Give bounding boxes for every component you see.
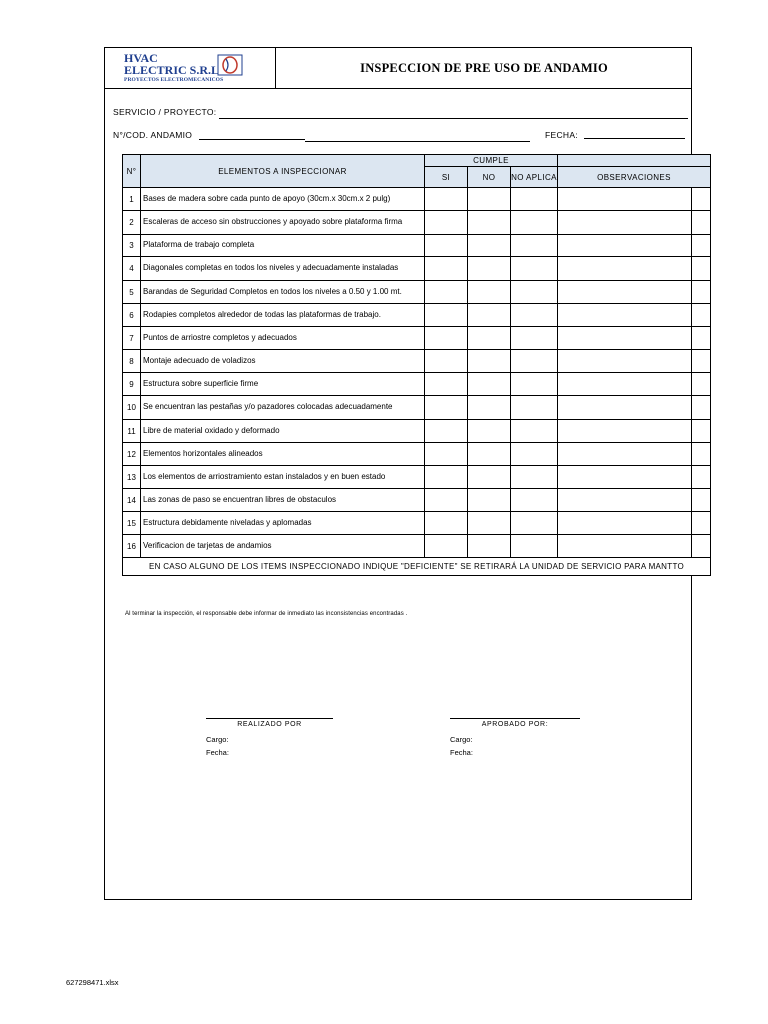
observaciones-cell[interactable] xyxy=(558,489,711,512)
col-no-header: NO xyxy=(468,167,511,188)
col-num-header: N° xyxy=(123,155,141,188)
check-no[interactable] xyxy=(468,188,511,211)
row-number: 5 xyxy=(123,281,141,304)
row-number: 16 xyxy=(123,535,141,558)
cod-andamio-extension-line xyxy=(305,141,530,142)
check-no[interactable] xyxy=(468,350,511,373)
col-no-aplica-header: NO APLICA xyxy=(511,167,558,188)
company-logo xyxy=(105,48,276,88)
row-number: 8 xyxy=(123,350,141,373)
logo-tagline: PROYECTOS ELECTROMECANICOS xyxy=(124,77,224,83)
row-element: Barandas de Seguridad Completos en todos los niveles a 0.50 y 1.00 mt. xyxy=(141,281,425,304)
warning-text: EN CASO ALGUNO DE LOS ITEMS INSPECCIONADO INDIQUE "DEFICIENTE" SE RETIRARÁ LA UNIDAD DE SERVICIO PARA MANTTO xyxy=(123,558,711,576)
check-si[interactable] xyxy=(425,257,468,281)
check-no[interactable] xyxy=(468,257,511,281)
check-no-aplica[interactable] xyxy=(511,489,558,512)
aprobado-label: APROBADO POR: xyxy=(481,721,549,728)
aprobado-signature-line[interactable] xyxy=(450,718,580,719)
check-no-aplica[interactable] xyxy=(511,211,558,235)
realizado-cargo-label: Cargo: xyxy=(206,735,229,744)
check-si[interactable] xyxy=(425,350,468,373)
check-no-aplica[interactable] xyxy=(511,466,558,489)
row-number: 7 xyxy=(123,327,141,350)
check-no[interactable] xyxy=(468,443,511,466)
table-row xyxy=(123,373,711,396)
observaciones-cell[interactable] xyxy=(558,466,711,489)
fecha-label: FECHA: xyxy=(545,130,578,140)
table-row xyxy=(123,420,711,443)
row-element: Estructura sobre superficie firme xyxy=(141,373,425,396)
table-row xyxy=(123,211,711,235)
check-si[interactable] xyxy=(425,281,468,304)
observaciones-cell[interactable] xyxy=(558,396,711,420)
check-si[interactable] xyxy=(425,304,468,327)
check-no-aplica[interactable] xyxy=(511,420,558,443)
observaciones-cell[interactable] xyxy=(558,512,711,535)
row-element: Elementos horizontales alineados xyxy=(141,443,425,466)
row-element: Verificacion de tarjetas de andamios xyxy=(141,535,425,558)
observaciones-cell[interactable] xyxy=(558,257,711,281)
check-si[interactable] xyxy=(425,327,468,350)
check-no-aplica[interactable] xyxy=(511,188,558,211)
table-row xyxy=(123,350,711,373)
row-number: 14 xyxy=(123,489,141,512)
col-si-header: SI xyxy=(425,167,468,188)
col-cumple-header: CUMPLE xyxy=(425,155,558,167)
check-no-aplica[interactable] xyxy=(511,350,558,373)
row-element: Los elementos de arriostramiento estan instalados y en buen estado xyxy=(141,466,425,489)
check-si[interactable] xyxy=(425,420,468,443)
check-no-aplica[interactable] xyxy=(511,257,558,281)
table-row xyxy=(123,257,711,281)
observaciones-cell[interactable] xyxy=(558,350,711,373)
observaciones-cell[interactable] xyxy=(558,535,711,558)
row-element: Las zonas de paso se encuentran libres de obstaculos xyxy=(141,489,425,512)
col-observaciones-header: OBSERVACIONES xyxy=(558,167,711,188)
page-title: INSPECCION DE PRE USO DE ANDAMIO xyxy=(360,60,608,75)
check-no[interactable] xyxy=(468,211,511,235)
row-element: Bases de madera sobre cada punto de apoyo (30cm.x 30cm.x 2 pulg) xyxy=(141,188,425,211)
logo-emblem-icon xyxy=(217,53,243,77)
observaciones-cell[interactable] xyxy=(558,235,711,257)
check-no-aplica[interactable] xyxy=(511,327,558,350)
row-element: Escaleras de acceso sin obstrucciones y apoyado sobre plataforma firma xyxy=(141,211,425,235)
observaciones-cell[interactable] xyxy=(558,327,711,350)
row-element: Montaje adecuado de voladizos xyxy=(141,350,425,373)
logo-line1: HVAC xyxy=(124,51,158,65)
file-name: 627298471.xlsx xyxy=(66,978,119,987)
row-element: Estructura debidamente niveladas y aplomadas xyxy=(141,512,425,535)
table-row xyxy=(123,512,711,535)
check-si[interactable] xyxy=(425,211,468,235)
row-number: 11 xyxy=(123,420,141,443)
check-no[interactable] xyxy=(468,235,511,257)
row-element: Puntos de arriostre completos y adecuados xyxy=(141,327,425,350)
servicio-field[interactable] xyxy=(219,118,688,119)
check-si[interactable] xyxy=(425,396,468,420)
row-number: 10 xyxy=(123,396,141,420)
check-si[interactable] xyxy=(425,373,468,396)
check-no[interactable] xyxy=(468,281,511,304)
row-number: 12 xyxy=(123,443,141,466)
table-row xyxy=(123,304,711,327)
check-no-aplica[interactable] xyxy=(511,396,558,420)
check-no[interactable] xyxy=(468,304,511,327)
header-divider xyxy=(105,88,691,89)
inspection-note: Al terminar la inspección, el responsable debe informar de inmediato las inconsistencias encontradas . xyxy=(125,611,408,617)
row-number: 9 xyxy=(123,373,141,396)
check-si[interactable] xyxy=(425,489,468,512)
realizado-label: REALIZADO POR xyxy=(237,721,302,728)
cod-andamio-label: N°/COD. ANDAMIO xyxy=(113,130,193,140)
row-element: Plataforma de trabajo completa xyxy=(141,235,425,257)
check-no-aplica[interactable] xyxy=(511,443,558,466)
check-no-aplica[interactable] xyxy=(511,373,558,396)
check-no-aplica[interactable] xyxy=(511,304,558,327)
check-no-aplica[interactable] xyxy=(511,281,558,304)
check-si[interactable] xyxy=(425,466,468,489)
row-element: Rodapies completos alrededor de todas las plataformas de trabajo. xyxy=(141,304,425,327)
fecha-field[interactable] xyxy=(584,138,685,139)
observaciones-cell[interactable] xyxy=(558,188,711,211)
row-element: Diagonales completas en todos los niveles y adecuadamente instaladas xyxy=(141,257,425,281)
row-number: 4 xyxy=(123,257,141,281)
realizado-signature-line[interactable] xyxy=(206,718,333,719)
observaciones-cell[interactable] xyxy=(558,443,711,466)
table-row xyxy=(123,188,711,211)
check-si[interactable] xyxy=(425,535,468,558)
col-elementos-header: ELEMENTOS A INSPECCIONAR xyxy=(141,155,425,188)
check-no[interactable] xyxy=(468,535,511,558)
table-row xyxy=(123,235,711,257)
table-row xyxy=(123,443,711,466)
check-no[interactable] xyxy=(468,466,511,489)
logo-line2: ELECTRIC S.R.L xyxy=(124,63,220,77)
check-si[interactable] xyxy=(425,235,468,257)
cod-andamio-field[interactable] xyxy=(199,139,305,140)
table-row xyxy=(123,489,711,512)
servicio-label: SERVICIO / PROYECTO: xyxy=(113,107,217,117)
table-row xyxy=(123,466,711,489)
aprobado-cargo-label: Cargo: xyxy=(450,735,473,744)
row-number: 1 xyxy=(123,188,141,211)
col-obs-spacer xyxy=(558,155,711,167)
observaciones-cell[interactable] xyxy=(558,211,711,235)
table-row xyxy=(123,396,711,420)
check-si[interactable] xyxy=(425,188,468,211)
row-number: 2 xyxy=(123,211,141,235)
check-si[interactable] xyxy=(425,443,468,466)
row-number: 15 xyxy=(123,512,141,535)
check-no[interactable] xyxy=(468,489,511,512)
aprobado-fecha-label: Fecha: xyxy=(450,748,473,757)
check-no[interactable] xyxy=(468,327,511,350)
observaciones-cell[interactable] xyxy=(558,420,711,443)
row-number: 13 xyxy=(123,466,141,489)
observaciones-cell[interactable] xyxy=(558,373,711,396)
check-no[interactable] xyxy=(468,396,511,420)
row-element: Se encuentran las pestañas y/o pazadores colocadas adecuadamente xyxy=(141,396,425,420)
check-no-aplica[interactable] xyxy=(511,535,558,558)
check-no[interactable] xyxy=(468,420,511,443)
check-no[interactable] xyxy=(468,512,511,535)
observaciones-cell[interactable] xyxy=(558,281,711,304)
inspection-table xyxy=(122,154,711,576)
check-no[interactable] xyxy=(468,373,511,396)
check-si[interactable] xyxy=(425,512,468,535)
check-no-aplica[interactable] xyxy=(511,512,558,535)
row-number: 6 xyxy=(123,304,141,327)
table-row xyxy=(123,327,711,350)
realizado-fecha-label: Fecha: xyxy=(206,748,229,757)
table-row xyxy=(123,535,711,558)
row-element: Libre de material oxidado y deformado xyxy=(141,420,425,443)
row-number: 3 xyxy=(123,235,141,257)
observaciones-cell[interactable] xyxy=(558,304,711,327)
check-no-aplica[interactable] xyxy=(511,235,558,257)
table-row xyxy=(123,281,711,304)
